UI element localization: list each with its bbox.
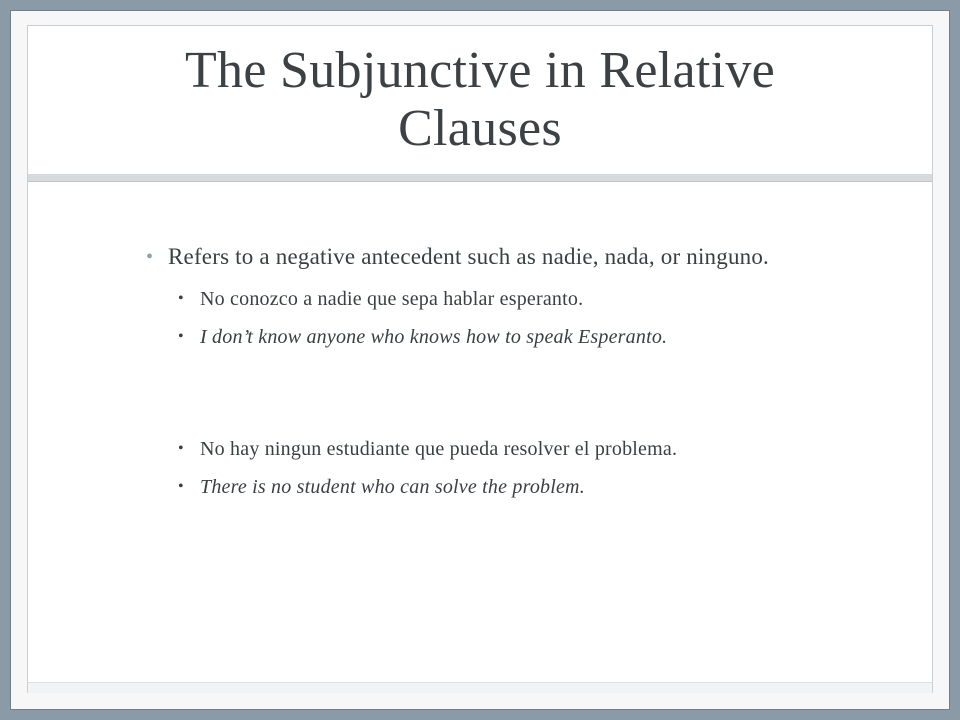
- sub-bullet-text: No hay ningun estudiante que pueda resolver el problema.: [200, 438, 678, 460]
- footer-band: [28, 682, 932, 693]
- sub-bullet-translation: I don’t know anyone who knows how to speak Esperanto.: [200, 326, 668, 348]
- sub-bullet-translation: There is no student who can solve the problem.: [200, 476, 585, 498]
- sub-bullet: [138, 324, 858, 350]
- bullet-marker: •: [178, 328, 184, 345]
- slide-body: [138, 242, 858, 512]
- title-area: [28, 26, 932, 174]
- sub-bullet: [138, 436, 858, 462]
- sub-bullet: [138, 474, 858, 500]
- sub-bullet: [138, 286, 858, 312]
- title-divider: [28, 174, 932, 181]
- title-divider-line: [28, 181, 932, 182]
- spacer: [138, 362, 858, 436]
- sub-bullet-text: No conozco a nadie que sepa hablar esperanto.: [200, 288, 584, 310]
- main-bullet: [138, 242, 858, 272]
- bullet-marker: •: [178, 290, 184, 307]
- slide-frame: [10, 10, 950, 710]
- bullet-marker: •: [178, 440, 184, 457]
- bullet-marker: •: [178, 478, 184, 495]
- slide-title: The Subjunctive in Relative Clauses: [184, 42, 776, 157]
- slide-canvas: [27, 25, 933, 693]
- bullet-marker: •: [146, 246, 154, 268]
- main-bullet-text: Refers to a negative antecedent such as nadie, nada, or ninguno.: [168, 244, 769, 269]
